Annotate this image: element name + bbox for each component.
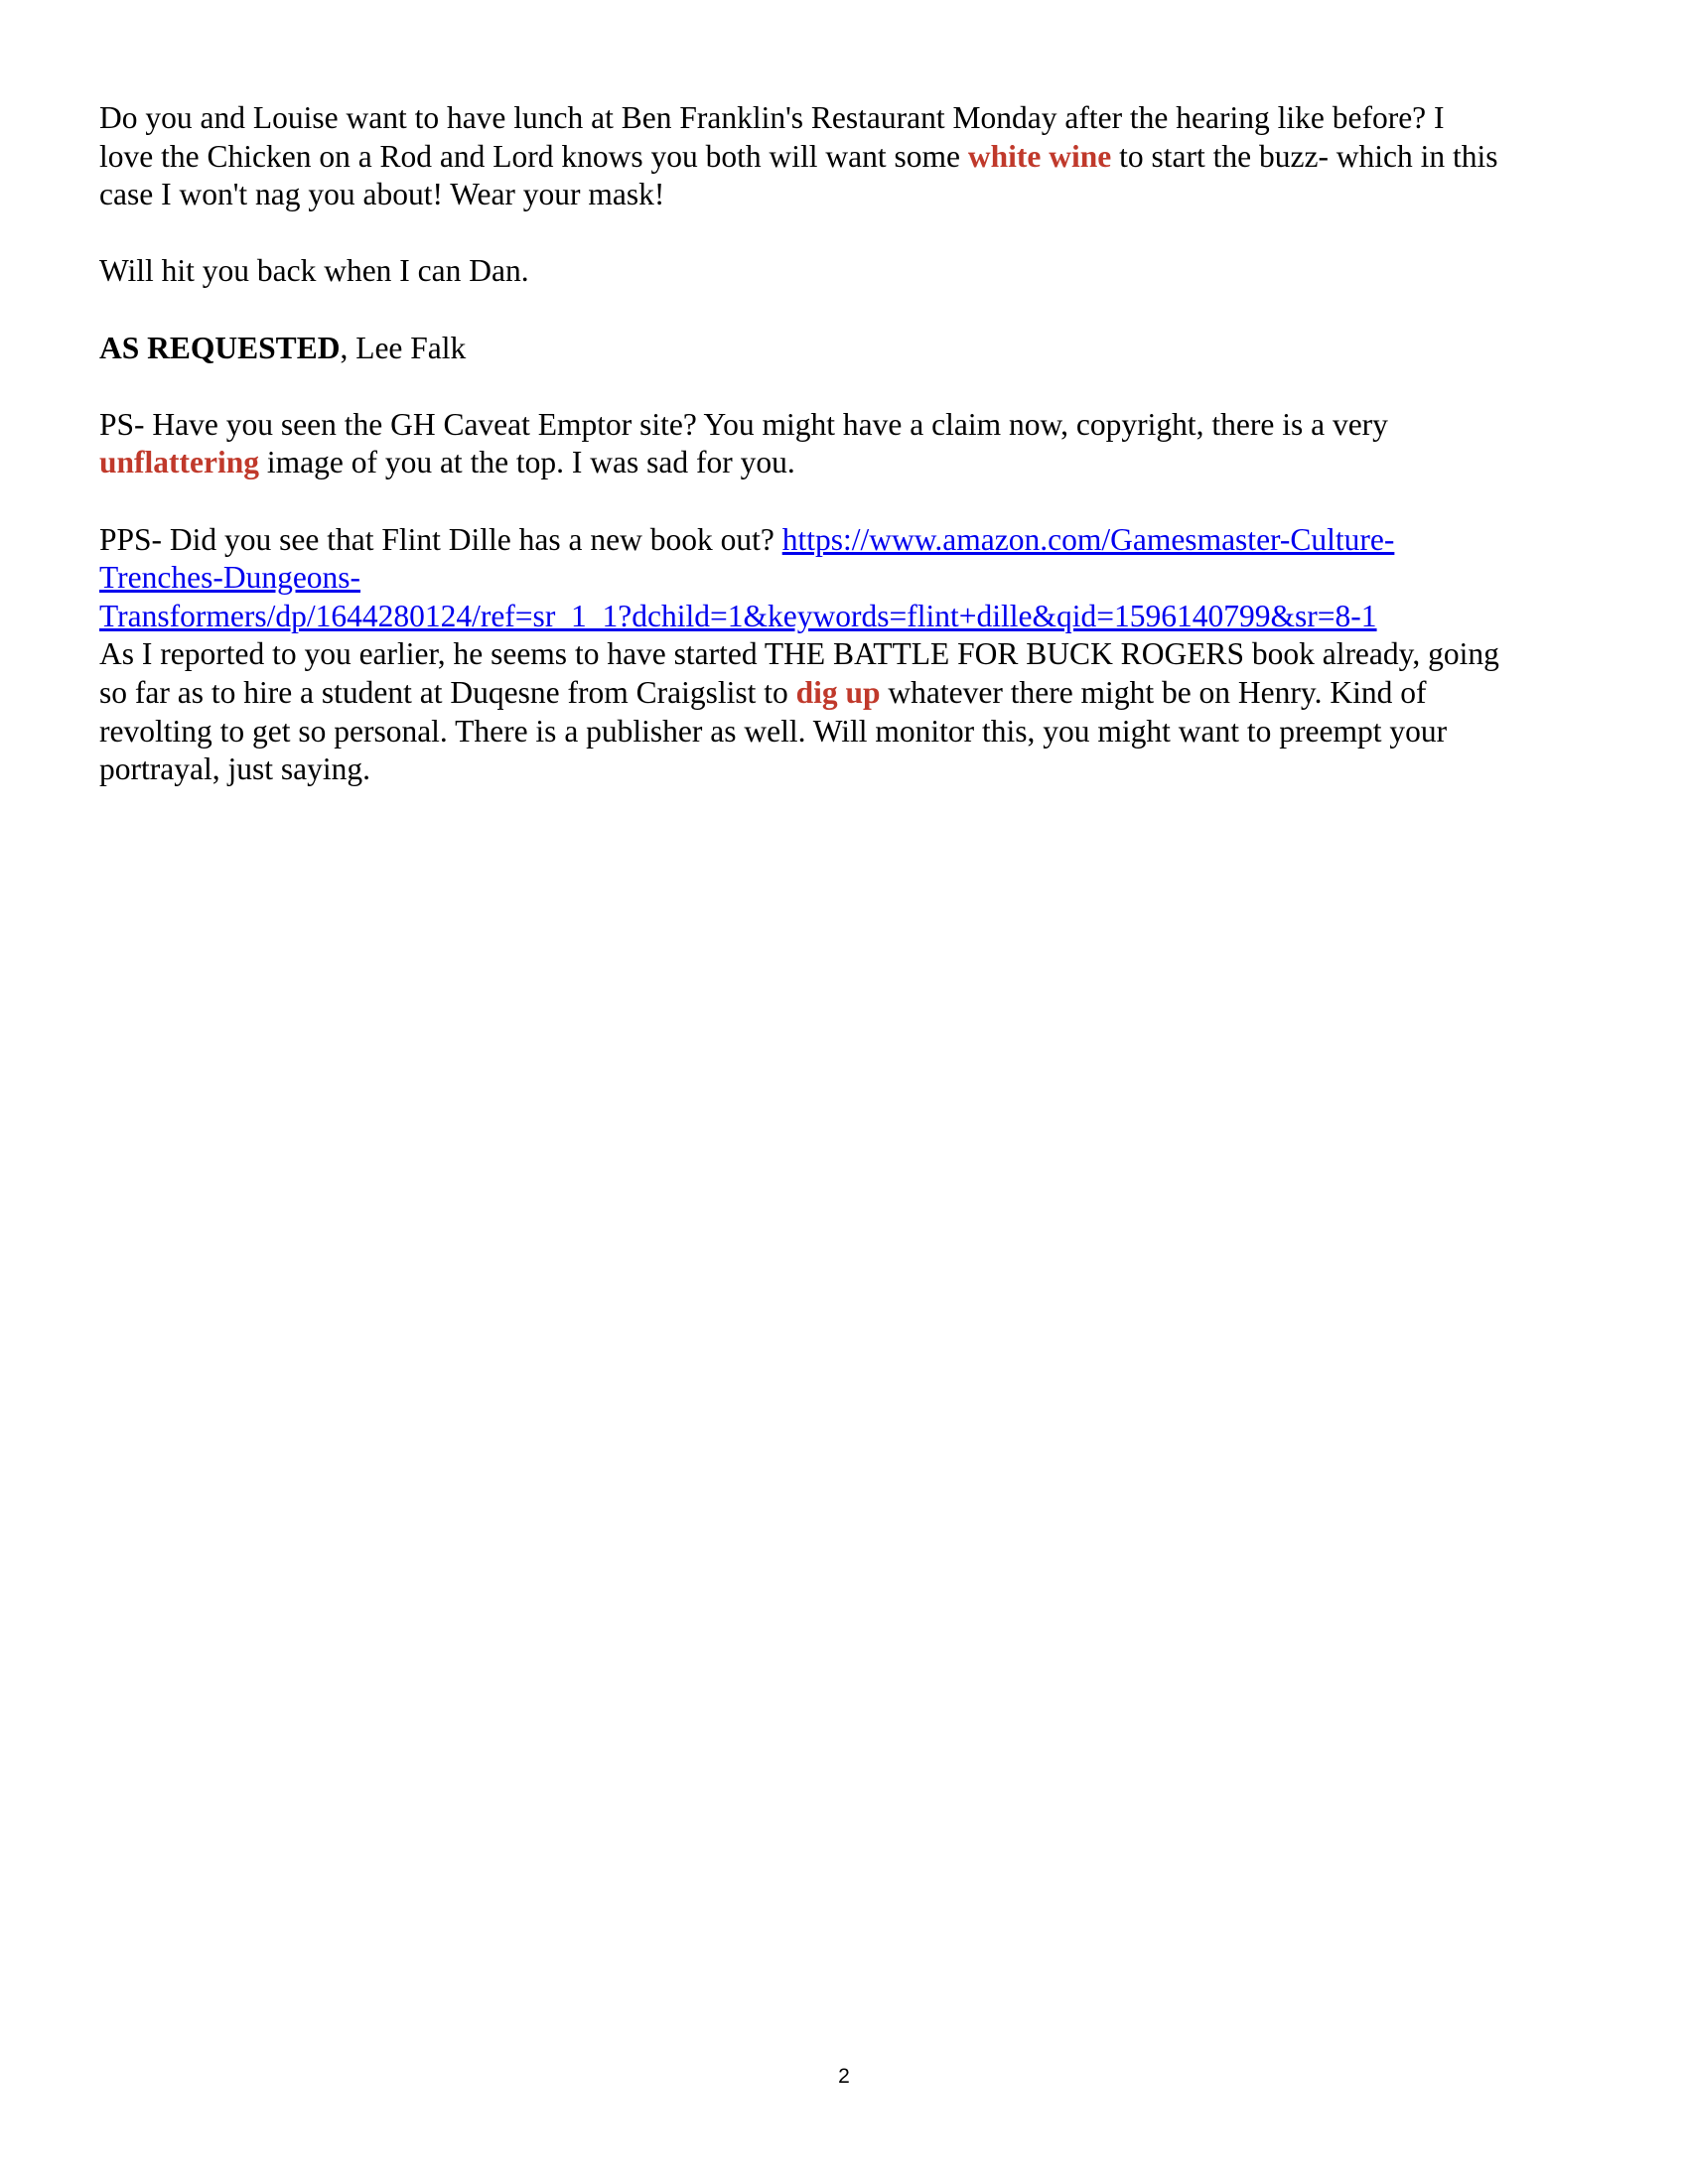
letter-body (99, 99, 1609, 789)
paragraph-hit-back (99, 252, 1609, 291)
highlight-white-wine: white wine (967, 138, 1112, 174)
signature-name: , Lee Falk (340, 330, 467, 365)
paragraph-signature (99, 330, 1609, 368)
text-span: love the Chicken on a Rod and Lord knows you both will want some (99, 138, 968, 174)
paragraph-lunch-invite (99, 99, 1609, 214)
text-line: case I won't nag you about! Wear your mask! (99, 177, 665, 212)
amazon-book-link[interactable]: https://www.amazon.com/Gamesmaster-Culture- (781, 521, 1395, 557)
amazon-book-link[interactable]: Trenches-Dungeons- (99, 560, 361, 596)
text-span: to start the buzz- which in this (1111, 138, 1498, 174)
paragraph-ps (99, 406, 1609, 482)
text-line (99, 598, 1609, 636)
text-line (99, 674, 1609, 713)
as-requested-label: AS REQUESTED (99, 330, 341, 365)
text-span: image of you at the top. I was sad for you. (259, 445, 795, 480)
text-span: whatever there might be on Henry. Kind of (880, 674, 1427, 710)
text-line (99, 444, 1609, 482)
page-number: 2 (838, 2065, 850, 2088)
paragraph-pps (99, 521, 1609, 789)
text-line: Will hit you back when I can Dan. (99, 253, 529, 289)
highlight-unflattering: unflattering (99, 445, 259, 480)
text-line (99, 138, 1609, 177)
text-span: so far as to hire a student at Duqesne from Craigslist to (99, 674, 796, 710)
text-line: Do you and Louise want to have lunch at Ben Franklin's Restaurant Monday after the hearing like before? I (99, 100, 1445, 135)
text-span: PPS- Did you see that Flint Dille has a new book out? (99, 521, 782, 557)
text-line: portrayal, just saying. (99, 751, 370, 787)
amazon-book-link[interactable]: Transformers/dp/1644280124/ref=sr_1_1?dchild=1&keywords=flint+dille&qid=1596140799&sr=8-1 (99, 598, 1377, 633)
text-line (99, 559, 1609, 598)
highlight-dig-up: dig up (795, 674, 881, 710)
text-line: As I reported to you earlier, he seems to have started THE BATTLE FOR BUCK ROGERS book already, going (99, 636, 1499, 672)
text-line: PS- Have you seen the GH Caveat Emptor site? You might have a claim now, copyright, there is a very (99, 406, 1388, 442)
text-line (99, 330, 1609, 368)
text-line (99, 521, 1609, 560)
text-line: revolting to get so personal. There is a publisher as well. Will monitor this, you might want to preempt your (99, 713, 1448, 749)
